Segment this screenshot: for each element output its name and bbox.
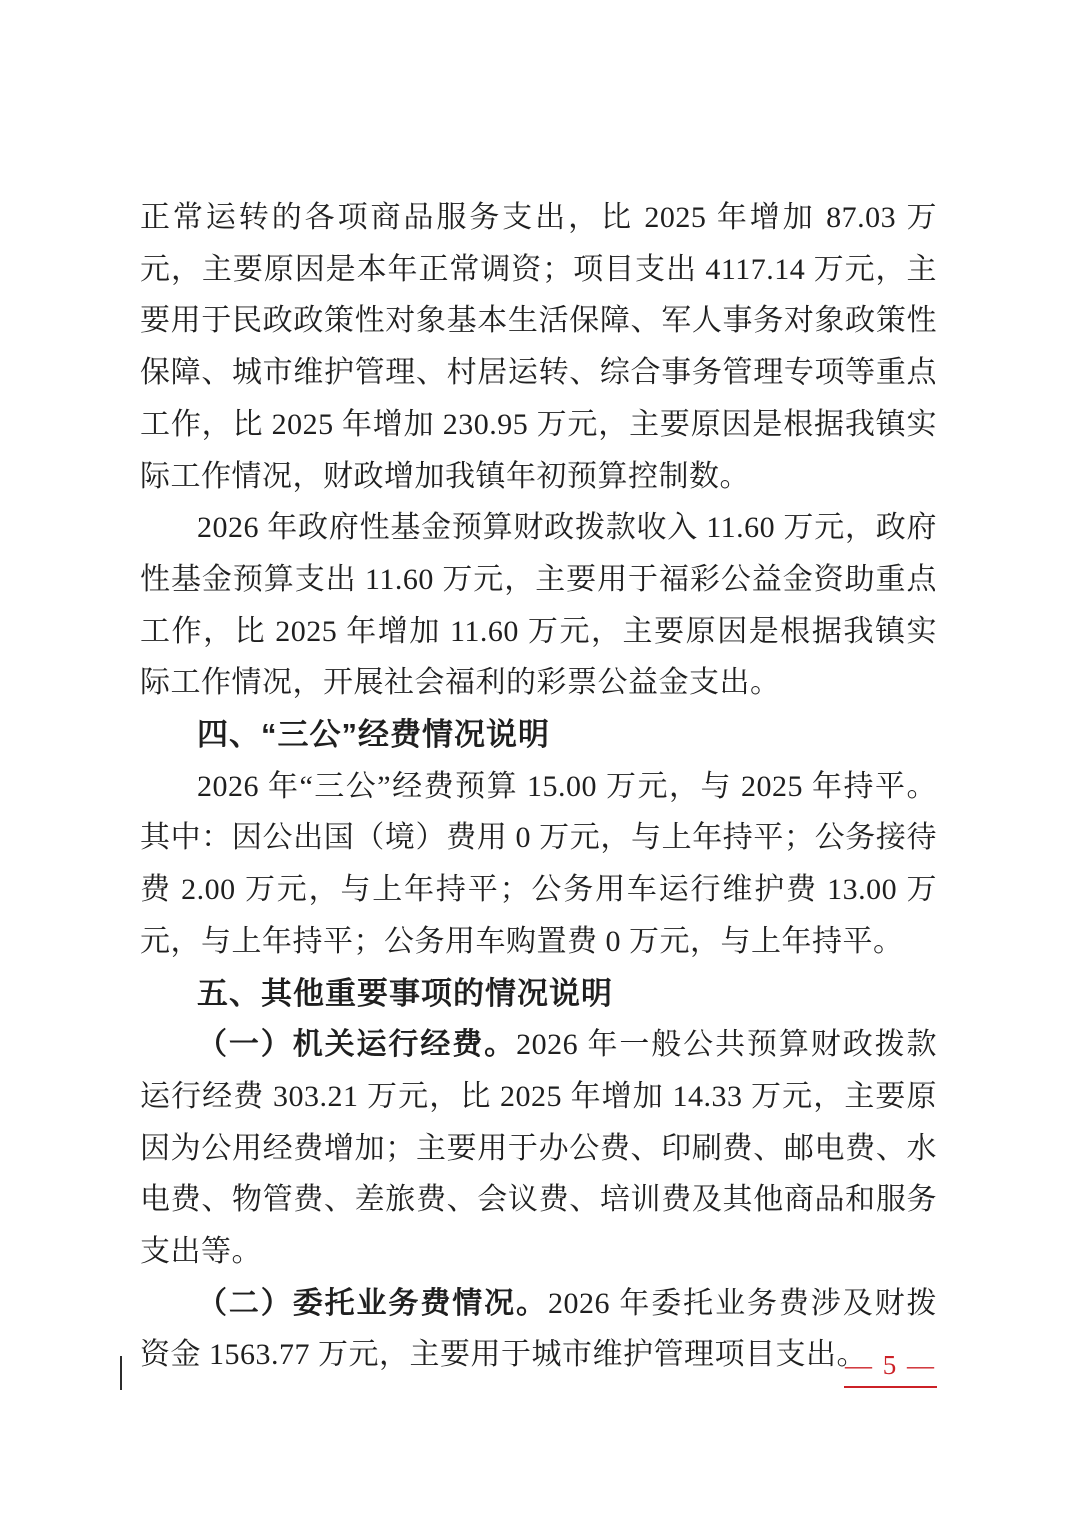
paragraph-general-budget-continued <box>140 192 937 502</box>
paragraph-text: 2026 年政府性基金预算财政拨款收入 11.60 万元，政府性基金预算支出 11.60 万元，主要用于福彩公益金资助重点工作，比 2025 年增加 11.60 万元，主要原因是根据我镇实际工作情况，开展社会福利的彩票公益金支出。 <box>140 511 937 700</box>
paragraph-three-public-funds-detail <box>140 761 937 968</box>
paragraph-text: 正常运转的各项商品服务支出，比 2025 年增加 87.03 万元，主要原因是本年正常调资；项目支出 4117.14 万元，主要用于民政政策性对象基本生活保障、军人事务对象政策性保障、城市维护管理、村居运转、综合事务管理专项等重点工作，比 2025 年增加 230.95 万元，主要原因是根据我镇实际工作情况，财政增加我镇年初预算控制数。 <box>140 201 937 493</box>
page-number: — 5 — <box>844 1349 937 1388</box>
document-body <box>140 192 937 1381</box>
margin-mark <box>120 1356 122 1390</box>
paragraph-agency-operating-expenses <box>140 1019 937 1278</box>
paragraph-government-fund-budget <box>140 502 937 709</box>
section-heading-three-public-funds: 四、“三公”经费情况说明 <box>197 717 550 753</box>
paragraph-text: 2026 年委托业务费涉及财拨资金 1563.77 万元，主要用于城市维护管理项目支出。 <box>140 1286 938 1372</box>
paragraph-text: 2026 年“三公”经费预算 15.00 万元，与 2025 年持平。其中：因公出国（境）费用 0 万元，与上年持平；公务接待费 2.00 万元，与上年持平；公务用车运行维护费 13.00 万元，与上年持平；公务用车购置费 0 万元，与上年持平。 <box>140 769 937 958</box>
section-heading-other-important-items: 五、其他重要事项的情况说明 <box>197 975 613 1011</box>
paragraph-entrusted-business-fees <box>140 1278 937 1381</box>
paragraph-lead-bold: （二）委托业务费情况。 <box>197 1286 548 1320</box>
paragraph-text: 2026 年一般公共预算财政拨款运行经费 303.21 万元，比 2025 年增加 14.33 万元，主要原因为公用经费增加；主要用于办公费、印刷费、邮电费、水电费、物管费、差旅费、会议费、培训费及其他商品和服务支出等。 <box>140 1028 938 1269</box>
paragraph-lead-bold: （一）机关运行经费。 <box>197 1028 517 1062</box>
